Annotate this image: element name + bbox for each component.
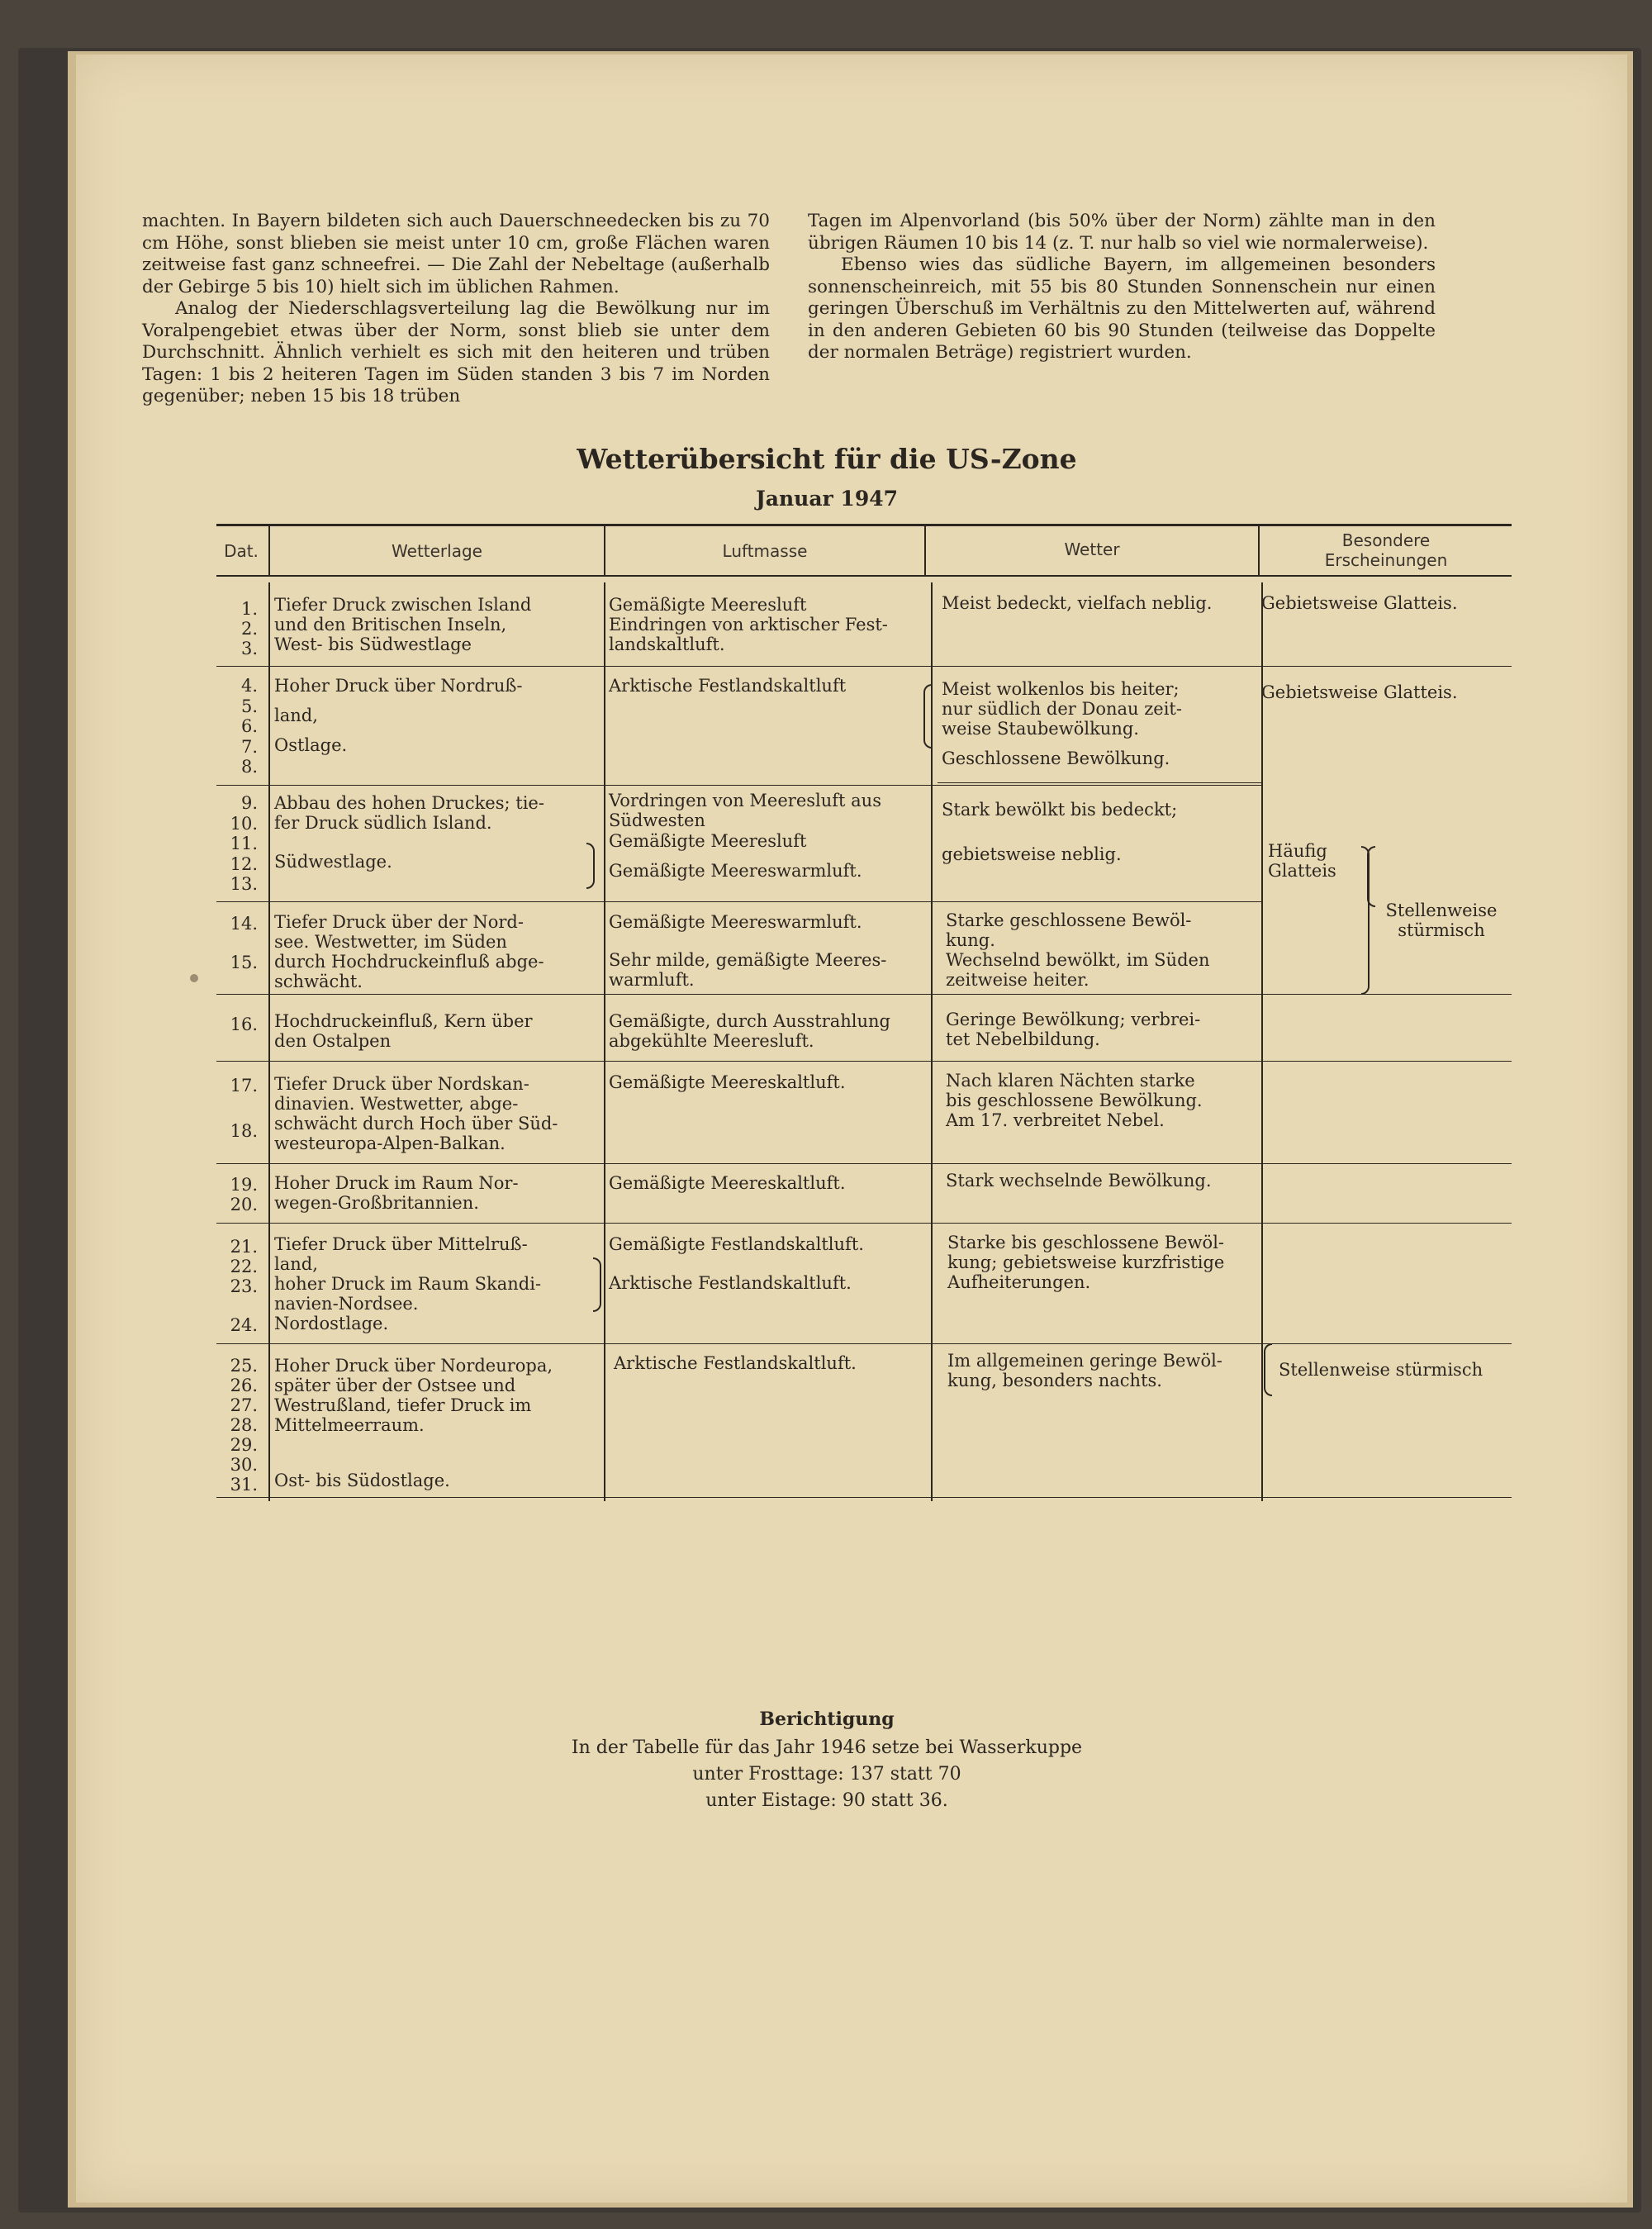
intro-left-paragraph-2: Analog der Niederschlagsverteilung lag die Bewölkung nur im Voralpengebiet etwas über der Norm, sonst blieb sie unter dem Durchschnitt. Ähnlich verhielt es sich mit den heiteren und trüben Tagen: 1 bis 2 heiteren Tagen im Süden standen 3 bis 7 im Norden gegenüber; neben 15 bis 18 trüben <box>142 298 770 406</box>
header-divider <box>1258 526 1260 575</box>
wetterlage-cell: Hoher Druck über Nordeuropa, später über der Ostsee und Westrußland, tiefer Druck im Mittelmeerraum. <box>274 1356 553 1435</box>
wetter-cell: gebietsweise neblig. <box>942 844 1122 864</box>
date-cell: 15. <box>230 953 258 972</box>
row-separator <box>216 666 1512 667</box>
wetterlage-cell: Tiefer Druck zwischen Island und den Britischen Inseln, West- bis Südwestlage <box>274 595 532 654</box>
date-cell: 18. <box>230 1121 258 1141</box>
luftmasse-cell: Gemäßigte Festlandskaltluft. <box>609 1234 864 1254</box>
row-separator <box>216 785 1261 786</box>
column-line <box>1261 582 1263 1501</box>
table-title: Wetterübersicht für die US-Zone <box>577 443 1077 475</box>
date-cell: 19. 20. <box>230 1175 258 1214</box>
date-cell: 25. 26. 27. 28. 29. 30. 31. <box>230 1356 258 1495</box>
luftmasse-cell: Gemäßigte Meeresluft <box>609 831 807 851</box>
wetterlage-cell: Tiefer Druck über der Nord- see. Westwetter, im Süden durch Hochdruckeinfluß abge- schwächt. <box>274 912 544 991</box>
luftmasse-cell: Arktische Festlandskaltluft. <box>609 1273 852 1293</box>
header-divider <box>604 526 605 575</box>
date-cell: 24. <box>230 1315 258 1335</box>
row-separator <box>216 1497 1512 1498</box>
row-separator <box>216 1343 1512 1344</box>
correction-line-2: unter Frosttage: 137 statt 70 <box>692 1764 961 1785</box>
luftmasse-cell: Arktische Festlandskaltluft <box>609 676 847 696</box>
luftmasse-cell: Gemäßigte, durch Ausstrahlung abgekühlte Meeresluft. <box>609 1011 890 1051</box>
row-separator <box>216 1163 1512 1164</box>
intro-left-paragraph-1: machten. In Bayern bildeten sich auch Dauerschneedecken bis zu 70 cm Höhe, sonst blieben sie meist unter 10 cm, große Flächen waren zeitweise fast ganz schneefrei. — Die Zahl der Nebeltage (außerhalb der Gebirge 5 bis 10) hielt sich im üblichen Rahmen. <box>142 211 770 297</box>
besondere-cell: Gebietsweise Glatteis. <box>1261 593 1458 613</box>
luftmasse-cell: Vordringen von Meeresluft aus Südwesten <box>609 791 881 830</box>
wetterlage-cell: Ostlage. <box>274 735 348 755</box>
date-cell: 1. 2. 3. <box>240 599 258 658</box>
besondere-cell: Stellenweise stürmisch <box>1279 1360 1483 1380</box>
wetterlage-cell: Tiefer Druck über Mittelruß- land, hoher Druck im Raum Skandi- navien-Nordsee. Nordostlage. <box>274 1234 542 1333</box>
brace <box>923 684 932 749</box>
table-header-rule <box>216 575 1512 577</box>
correction-heading <box>142 1706 1512 1733</box>
luftmasse-cell: Gemäßigte Meereswarmluft. <box>609 912 862 932</box>
date-cell: 16. <box>230 1015 258 1034</box>
wetter-cell: Im allgemeinen geringe Bewöl- kung, besonders nachts. <box>947 1351 1222 1390</box>
date-cell: 9. 10. 11. 12. 13. <box>230 793 258 894</box>
header-besondere: Besondere Erscheinungen <box>1324 530 1448 570</box>
besondere-cell: Stellenweise stürmisch <box>1385 901 1498 940</box>
row-separator <box>216 994 1512 995</box>
row-separator <box>216 1223 1512 1224</box>
page-mark <box>190 974 198 982</box>
intro-right-paragraph-2: Ebenso wies das südliche Bayern, im allgemeinen besonders sonnenscheinreich, mit 55 bis 80 Stunden Sonnenschein nur einen geringen Überschuß im Verhältnis zu den Mittelwerten auf, während in den anderen Gebieten 60 bis 90 Stunden (teilweise das Doppelte der normalen Beträge) registriert wurden. <box>808 254 1436 363</box>
wetter-cell: Stark bewölkt bis bedeckt; <box>942 800 1178 820</box>
luftmasse-cell: Gemäßigte Meereswarmluft. <box>609 861 862 881</box>
header-wetter: Wetter <box>1064 539 1120 559</box>
wetter-cell: Nach klaren Nächten starke bis geschlossene Bewölkung. Am 17. verbreitet Nebel. <box>946 1071 1203 1130</box>
table-top-rule <box>216 524 1512 526</box>
luftmasse-cell: Gemäßigte Meeresluft Eindringen von arktischer Fest- landskaltluft. <box>609 595 888 654</box>
header-divider <box>268 526 270 575</box>
correction-line-1: In der Tabelle für das Jahr 1946 setze bei Wasserkuppe <box>571 1737 1083 1758</box>
wetter-cell: Starke bis geschlossene Bewöl- kung; gebietsweise kurzfristige Aufheiterungen. <box>947 1233 1225 1292</box>
column-line <box>604 582 605 1501</box>
wetter-cell: Geringe Bewölkung; verbrei- tet Nebelbildung. <box>946 1010 1201 1049</box>
wetterlage-cell: Ost- bis Südostlage. <box>274 1471 450 1490</box>
wetter-cell: Geschlossene Bewölkung. <box>942 749 1170 768</box>
wetterlage-cell: Hoher Druck über Nordruß- <box>274 676 523 696</box>
wetter-cell: Meist bedeckt, vielfach neblig. <box>942 593 1213 613</box>
wetterlage-cell: Hochdruckeinfluß, Kern über den Ostalpen <box>274 1011 533 1051</box>
wetterlage-cell: Südwestlage. <box>274 852 392 872</box>
header-luftmasse: Luftmasse <box>722 541 808 561</box>
wetterlage-cell: Hoher Druck im Raum Nor- wegen-Großbritannien. <box>274 1173 519 1213</box>
date-cell: 17. <box>230 1076 258 1095</box>
table-subtitle: Januar 1947 <box>755 487 899 511</box>
date-cell: 4. 5. 6. 7. 8. <box>240 676 258 777</box>
date-cell: 14. <box>230 914 258 934</box>
column-line <box>268 582 270 1501</box>
wetter-cell: Starke geschlossene Bewöl- kung. Wechselnd bewölkt, im Süden zeitweise heiter. <box>946 910 1210 990</box>
luftmasse-cell: Arktische Festlandskaltluft. <box>614 1353 857 1373</box>
brace <box>1264 1343 1272 1396</box>
brace <box>593 1257 601 1312</box>
brace <box>586 843 595 889</box>
intro-right-column <box>808 211 1436 364</box>
wetterlage-cell: land, <box>274 706 318 725</box>
correction-title: Berichtigung <box>759 1709 895 1730</box>
wetter-cell: Stark wechselnde Bewölkung. <box>946 1171 1212 1191</box>
brace <box>1367 846 1375 907</box>
intro-left-column <box>142 211 770 408</box>
wetterlage-cell: Abbau des hohen Druckes; tie- fer Druck südlich Island. <box>274 793 544 833</box>
header-divider <box>924 526 926 575</box>
wetterlage-cell: Tiefer Druck über Nordskan- dinavien. Westwetter, abge- schwächt durch Hoch über Süd- westeuropa-Alpen-Balkan. <box>274 1074 558 1153</box>
besondere-cell: Häufig Glatteis <box>1268 841 1336 881</box>
row-separator <box>938 782 1261 783</box>
wetter-cell: Meist wolkenlos bis heiter; nur südlich der Donau zeit- weise Staubewölkung. <box>942 679 1182 739</box>
date-cell: 21. 22. 23. <box>230 1237 258 1296</box>
luftmasse-cell: Sehr milde, gemäßigte Meeres- warmluft. <box>609 950 887 990</box>
row-separator <box>216 1061 1512 1062</box>
besondere-cell: Gebietsweise Glatteis. <box>1261 682 1458 702</box>
row-separator <box>216 901 1261 902</box>
header-wetterlage: Wetterlage <box>392 541 482 561</box>
luftmasse-cell: Gemäßigte Meereskaltluft. <box>609 1173 846 1193</box>
luftmasse-cell: Gemäßigte Meereskaltluft. <box>609 1072 846 1092</box>
intro-right-paragraph-1: Tagen im Alpenvorland (bis 50% über der Norm) zählte man in den übrigen Räumen 10 bis 14 (z. T. nur halb so viel wie normalerweise). <box>808 211 1436 254</box>
header-dat: Dat. <box>224 541 259 561</box>
correction-line-3: unter Eistage: 90 statt 36. <box>705 1790 948 1811</box>
